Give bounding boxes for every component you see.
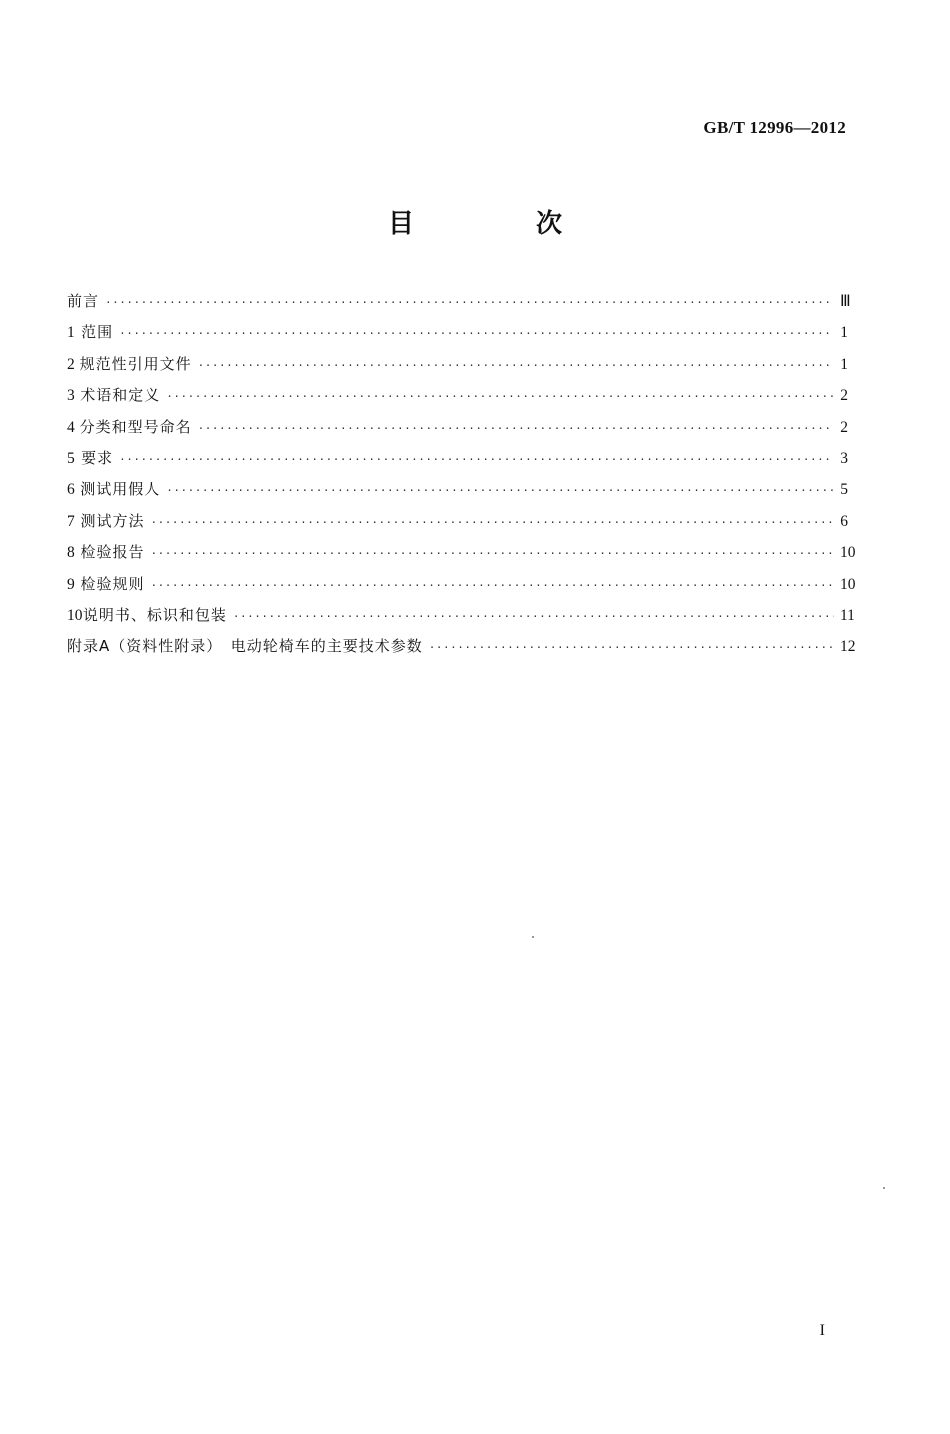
toc-entry-page: 12 <box>840 638 856 656</box>
page-title: 目 次 <box>387 209 610 239</box>
toc-entry-label: 附录A（资料性附录） 电动轮椅车的主要技术参数 <box>67 637 423 656</box>
toc-leader-dots <box>166 390 834 403</box>
toc-entry-label: 范围 <box>81 323 114 342</box>
toc-entry-number: 3 <box>67 387 75 405</box>
toc-entry-number: 8 <box>67 544 75 562</box>
toc-entry-label: 检验规则 <box>80 574 145 593</box>
toc-entry-page: Ⅲ <box>840 293 851 310</box>
toc-entry-label: 测试用假人 <box>80 480 161 499</box>
toc-entry-number: 1 <box>67 324 75 342</box>
toc-entry-page: 2 <box>840 387 848 405</box>
toc-entry-8[interactable] <box>67 541 856 572</box>
toc-entry-10[interactable] <box>67 604 855 635</box>
toc-entry-number: 10 <box>67 606 83 624</box>
toc-entry-number: 5 <box>67 449 75 467</box>
toc-entry-label: 规范性引用文件 <box>79 354 192 373</box>
toc-entry-page: 2 <box>840 418 848 436</box>
toc-leader-dots <box>429 641 834 654</box>
toc-entry-page: 1 <box>840 355 848 373</box>
toc-leader-dots <box>198 359 834 372</box>
toc-entry-page: 1 <box>840 324 848 342</box>
toc-leader-dots <box>198 422 834 435</box>
toc-entry-6[interactable] <box>67 478 848 509</box>
toc-leader-dots <box>151 579 834 592</box>
toc-leader-dots <box>151 547 834 560</box>
toc-entry-number: 4 <box>67 418 75 436</box>
toc-entry-page: 6 <box>840 512 848 530</box>
toc-entry-number: 7 <box>67 512 75 530</box>
toc-entry-1[interactable] <box>67 321 848 352</box>
table-of-contents <box>67 290 856 667</box>
toc-entry-number: 6 <box>67 481 75 499</box>
toc-entry-label: 分类和型号命名 <box>79 417 192 436</box>
toc-entry-label: 术语和定义 <box>80 386 161 405</box>
toc-entry-number: 9 <box>67 575 75 593</box>
toc-entry-9[interactable] <box>67 573 856 604</box>
toc-entry-label: 测试方法 <box>80 511 145 530</box>
toc-entry-page: 10 <box>840 544 856 562</box>
toc-entry-appendix-a[interactable] <box>67 635 856 666</box>
toc-entry-foreword[interactable] <box>67 290 851 321</box>
toc-entry-2[interactable] <box>67 353 848 384</box>
toc-entry-label: 检验报告 <box>80 543 145 562</box>
scan-speck <box>883 1187 885 1189</box>
toc-leader-dots <box>233 610 834 623</box>
toc-entry-page: 10 <box>840 575 856 593</box>
toc-leader-dots <box>119 453 834 466</box>
toc-entry-page: 5 <box>840 481 848 499</box>
toc-leader-dots <box>151 516 834 529</box>
toc-entry-5[interactable] <box>67 447 848 478</box>
standard-number: GB/T 12996—2012 <box>703 118 846 137</box>
toc-leader-dots <box>105 296 834 309</box>
toc-entry-label: 要求 <box>81 448 114 467</box>
toc-entry-label: 前言 <box>67 292 100 310</box>
toc-entry-number: 2 <box>67 355 75 373</box>
toc-entry-page: 3 <box>840 449 848 467</box>
toc-leader-dots <box>119 327 834 340</box>
scan-speck <box>532 936 534 938</box>
toc-entry-label: 说明书、标识和包装 <box>82 605 227 624</box>
toc-entry-3[interactable] <box>67 384 848 415</box>
toc-entry-page: 11 <box>840 606 855 624</box>
toc-entry-7[interactable] <box>67 510 848 541</box>
page-number: I <box>819 1322 825 1339</box>
toc-entry-4[interactable] <box>67 416 848 447</box>
toc-leader-dots <box>166 484 834 497</box>
